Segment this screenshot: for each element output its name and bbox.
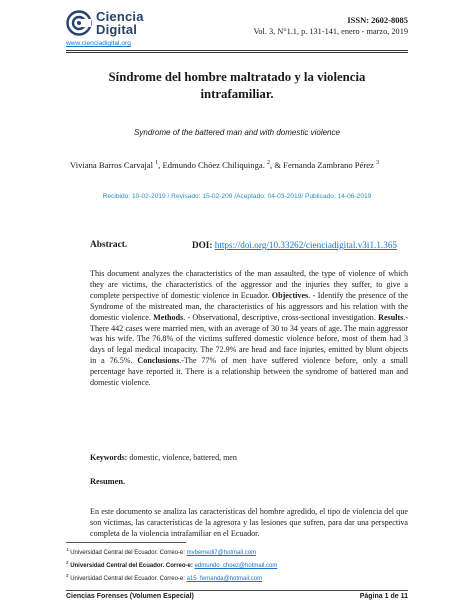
paper-title: [66, 69, 408, 103]
footnote-email-link[interactable]: mvbemedi7@hotmail.com: [186, 550, 257, 556]
footnote-item: [66, 545, 277, 558]
footnote-affiliation: Universidad Central del Ecuador. Correo-e:: [70, 576, 185, 583]
footer-divider: [66, 590, 408, 591]
results-label: Results: [378, 312, 404, 322]
keywords-value: domestic, violence, battered, men: [129, 453, 237, 462]
header-divider-second: [66, 52, 408, 53]
logo-name-line2: Digital: [96, 22, 138, 37]
author-affiliation-mark: 1: [155, 160, 159, 167]
methods-label: Methods: [153, 312, 184, 322]
paper-title-line1: Síndrome del hombre maltratado y la violencia: [108, 70, 366, 84]
footnote-item: [66, 571, 277, 584]
logo-text: [96, 10, 144, 36]
footnote-email-link[interactable]: edmundo_choez@hotmail.com: [194, 563, 278, 570]
journal-logo: [66, 8, 176, 48]
footnote-affiliation: Universidad Central del Ecuador. Correo-e:: [70, 563, 193, 570]
footnote-number: 3: [66, 573, 69, 579]
footer-page-number: Página 1 de 11: [359, 593, 408, 600]
resumen-body: En este documento se analiza las características del hombre agredido, el tipo de violencia del que son víctimas, las características de la agresora y las lesiones que sufren, para dar una perspectiva completa de la violencia intrafamiliar en el Ecuador.: [90, 507, 408, 539]
abstract-text: This document analyzes the characteristics of the man assaulted, the type of violence of which they are victims, the characteristics of the aggressor and the injuries they suffer, to give a complete perspective of domestic violence in Ecuador.: [90, 269, 408, 300]
abstract-body: [90, 269, 408, 389]
paper-title-line2: intrafamiliar.: [200, 87, 274, 101]
footnote-number: 2: [66, 560, 69, 566]
author-name: Edmundo Chóez Chiliquinga.: [162, 160, 265, 170]
logo-mark-icon: [66, 10, 92, 36]
keywords-line: [90, 453, 237, 462]
author-affiliation-mark: 2: [267, 160, 271, 167]
publication-dates: Recibido: 10-02-2019 / Revisado: 15-02-209 /Aceptado: 04-03-2019/ Publicado: 14-06-2019: [102, 193, 372, 200]
author-affiliation-mark: 3: [376, 160, 379, 167]
logo-name-line1: Ciencia: [96, 9, 144, 24]
author-name: Viviana Barros Carvajal: [70, 160, 154, 170]
author-name: Fernanda Zambrano Pérez: [283, 160, 374, 170]
footnote-email-link[interactable]: a15_fernanda@hotmail.com: [186, 576, 263, 583]
issn-label: ISSN: 2602-8085: [347, 15, 408, 25]
abstract-heading: Abstract.: [90, 240, 128, 250]
keywords-label: Keywords:: [90, 453, 128, 462]
footer-journal: Ciencias Forenses (Volumen Especial): [66, 593, 194, 600]
doi-label: DOI:: [192, 240, 213, 250]
english-subtitle: Syndrome of the battered man and with domestic violence: [134, 128, 340, 137]
abstract-text: . - Observational, descriptive, cross-sectional investigation.: [183, 312, 376, 322]
volume-label: Vol. 3, N°1.1, p. 131-141, enero - marzo, 2019: [253, 27, 408, 36]
footnote-item: [66, 558, 277, 571]
abstract-text: .-The 77% of men have suffered violence before, only a small percentage have reported it. There is a relationship between the syndrome of battered man and domestic violence.: [90, 356, 408, 388]
doi-line: [192, 240, 397, 250]
header-divider: [66, 50, 408, 51]
author-list: Viviana Barros Carvajal $^1$, Edmundo Chóez Chiliquinga. $^2$, & Fernanda Zambrano Pérez $^3$: [70, 160, 379, 170]
objectives-label: Objectives: [271, 290, 309, 300]
conclusions-label: Conclusions: [137, 356, 180, 366]
footnote-divider: [66, 542, 186, 543]
abstract-text: . - Identify the presence of the Syndrome of the mistreated man, the characteristics of his aggressors and his relation with the domestic violence.: [90, 290, 408, 322]
abstract-text: .-There 442 cases were married men, with an average of 30 to 34 years of age. The main aggressor was his wife. The 76.8% of the victims suffered domestic violence before, most of them had 3 days of legal medical incapacity. The 72.9% are head and face injuries, emitted by blunt objects in a 76.5%.: [90, 312, 409, 366]
footnote-number: 1: [66, 547, 69, 552]
resumen-heading: Resumen.: [90, 477, 126, 486]
footnote-affiliation: Universidad Central del Ecuador. Correo-e:: [70, 550, 185, 556]
footnotes: [66, 545, 277, 585]
logo-url-link[interactable]: www.cienciadigital.org: [66, 40, 131, 47]
doi-link[interactable]: https://doi.org/10.33262/cienciadigital.v3i1.1.365: [214, 240, 398, 250]
